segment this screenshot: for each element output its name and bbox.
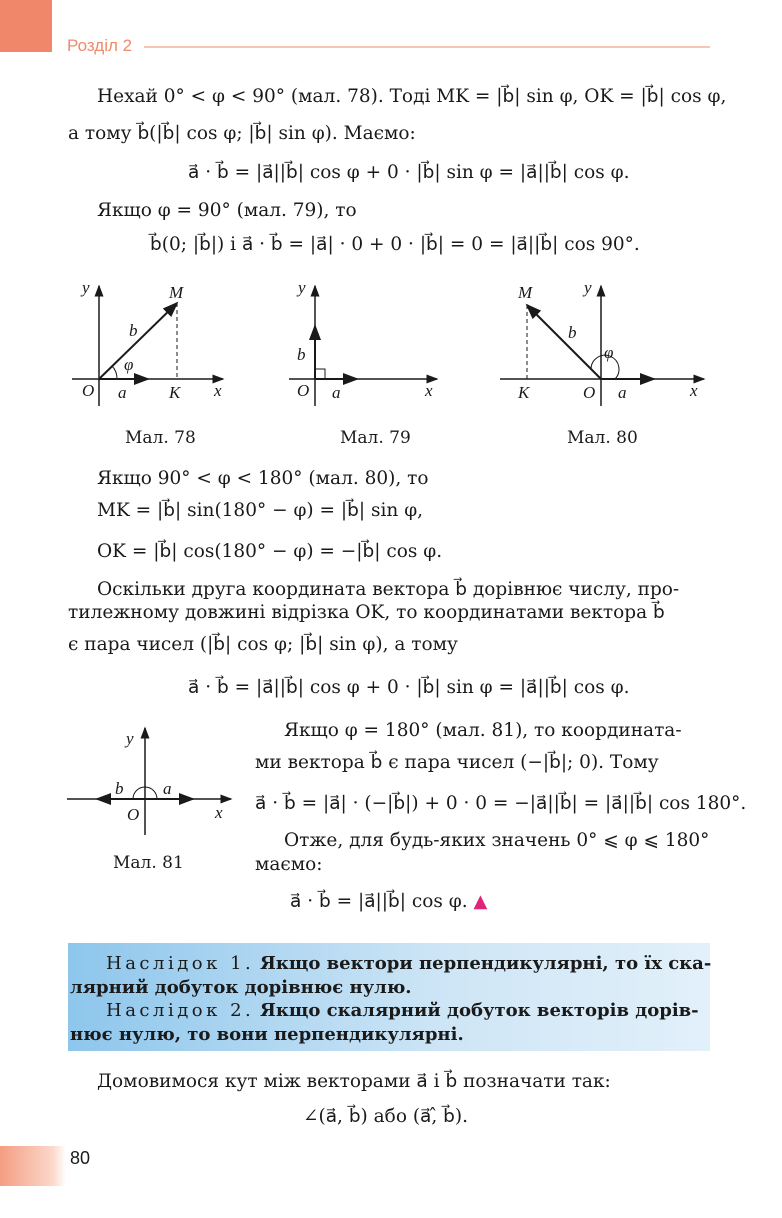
corollary-2-line-1 bbox=[106, 1002, 699, 1020]
label-o: O bbox=[583, 383, 596, 402]
label-phi: φ bbox=[604, 343, 614, 362]
corollary-2-text: Якщо скалярний добуток векторів дорів- bbox=[260, 1000, 699, 1021]
label-y: y bbox=[298, 278, 306, 297]
figure-81 bbox=[65, 722, 235, 837]
label-b: b⃗ bbox=[129, 321, 151, 340]
formula-3: MK = |b⃗| sin(180° − φ) = |b⃗| sin φ, bbox=[97, 500, 424, 521]
caption-79: Мал. 79 bbox=[340, 428, 411, 448]
text-line-10: тилежному довжині відрізка OK, то координатами вектора b⃗ bbox=[68, 602, 665, 623]
figure-80 bbox=[498, 278, 710, 408]
text-line-16: Отже, для будь-яких значень 0° ⩽ φ ⩽ 180° bbox=[284, 830, 710, 851]
corner-decoration-bottom bbox=[0, 1146, 66, 1186]
text-line-6: Якщо 90° < φ < 180° (мал. 80), то bbox=[97, 468, 429, 489]
text-line-11: є пара чисел (|b⃗| cos φ; |b⃗| sin φ), а тому bbox=[68, 634, 458, 655]
label-x: x bbox=[214, 381, 222, 400]
text-line-13: Якщо φ = 180° (мал. 81), то координата- bbox=[284, 720, 682, 741]
figure-78 bbox=[68, 278, 228, 408]
formula-7 bbox=[290, 893, 487, 912]
text-line-2: а тому b⃗(|b⃗| cos φ; |b⃗| sin φ). Маємо: bbox=[68, 123, 416, 144]
label-b: b⃗ bbox=[115, 779, 137, 798]
corollary-2-label: Наслідок 2. bbox=[106, 1000, 255, 1021]
right-angle-mark bbox=[315, 369, 325, 379]
formula-4: OK = |b⃗| cos(180° − φ) = −|b⃗| cos φ. bbox=[97, 541, 443, 562]
formula-2: b⃗(0; |b⃗|) і a⃗ · b⃗ = |a⃗| · 0 + 0 · |b⃗| = 0 = |a⃗||b⃗| cos 90°. bbox=[150, 234, 640, 255]
label-b: b⃗ bbox=[568, 323, 590, 342]
label-a: a⃗ bbox=[618, 383, 640, 402]
corollary-1-line-2: лярний добуток дорівнює нулю. bbox=[70, 977, 412, 998]
label-m: M bbox=[518, 283, 533, 302]
label-x: x bbox=[425, 381, 433, 400]
vector-b bbox=[527, 305, 601, 379]
corner-decoration-top bbox=[0, 0, 52, 52]
text-line-14: ми вектора b⃗ є пара чисел (−|b⃗|; 0). Тому bbox=[255, 752, 659, 773]
angle-arc bbox=[112, 366, 117, 379]
figure-79 bbox=[285, 278, 445, 408]
text-line-9: Оскільки друга координата вектора b⃗ дорівнює числу, про- bbox=[97, 579, 680, 600]
label-y: y bbox=[584, 278, 592, 297]
label-b: b⃗ bbox=[297, 345, 319, 364]
label-y: y bbox=[82, 278, 90, 297]
text-line-19: Домовимося кут між векторами a⃗ і b⃗ позначати так: bbox=[97, 1071, 611, 1092]
formula-7-text: a⃗ · b⃗ = |a⃗||b⃗| cos φ. bbox=[290, 891, 468, 912]
caption-81: Мал. 81 bbox=[113, 853, 184, 873]
label-m: M bbox=[169, 283, 184, 302]
corollary-1-line-1 bbox=[106, 955, 711, 973]
label-phi: φ bbox=[124, 355, 134, 374]
formula-1: a⃗ · b⃗ = |a⃗||b⃗| cos φ + 0 · |b⃗| sin φ = |a⃗||b⃗| cos φ. bbox=[188, 162, 630, 183]
corollary-1-label: Наслідок 1. bbox=[106, 953, 255, 974]
label-k: K bbox=[169, 383, 181, 402]
label-x: x bbox=[690, 381, 698, 400]
label-k: K bbox=[518, 383, 530, 402]
caption-78: Мал. 78 bbox=[125, 428, 196, 448]
end-of-proof-icon: ▲ bbox=[473, 891, 488, 912]
label-a: a⃗ bbox=[163, 779, 185, 798]
vector-b bbox=[99, 303, 177, 379]
text-line-1: Нехай 0° < φ < 90° (мал. 78). Тоді MK = |b⃗| sin φ, OK = |b⃗| cos φ, bbox=[97, 86, 727, 107]
section-label: Розділ 2 bbox=[67, 36, 133, 55]
label-y: y bbox=[126, 729, 134, 748]
label-x: x bbox=[215, 803, 223, 822]
label-a: a⃗ bbox=[332, 383, 354, 402]
label-o: O bbox=[127, 805, 140, 824]
label-a: a⃗ bbox=[118, 383, 140, 402]
corollary-1-text: Якщо вектори перпендикулярні, то їх ска- bbox=[260, 953, 712, 974]
header-rule bbox=[144, 46, 710, 48]
corollary-2-line-2: нює нулю, то вони перпендикулярні. bbox=[70, 1024, 464, 1045]
formula-5: a⃗ · b⃗ = |a⃗||b⃗| cos φ + 0 · |b⃗| sin φ = |a⃗||b⃗| cos φ. bbox=[188, 677, 630, 698]
caption-80: Мал. 80 bbox=[567, 428, 638, 448]
page-number: 80 bbox=[70, 1148, 91, 1168]
label-o: O bbox=[82, 381, 95, 400]
formula-6: a⃗ · b⃗ = |a⃗| · (−|b⃗|) + 0 · 0 = −|a⃗||b⃗| = |a⃗||b⃗| cos 180°. bbox=[255, 793, 747, 814]
corollary-box bbox=[68, 943, 710, 1051]
text-line-4: Якщо φ = 90° (мал. 79), то bbox=[97, 200, 357, 221]
formula-8: ∠(a⃗, b⃗) або (a⃗,̂ b⃗). bbox=[303, 1106, 469, 1127]
label-o: O bbox=[297, 381, 310, 400]
text-line-17: маємо: bbox=[255, 854, 323, 875]
